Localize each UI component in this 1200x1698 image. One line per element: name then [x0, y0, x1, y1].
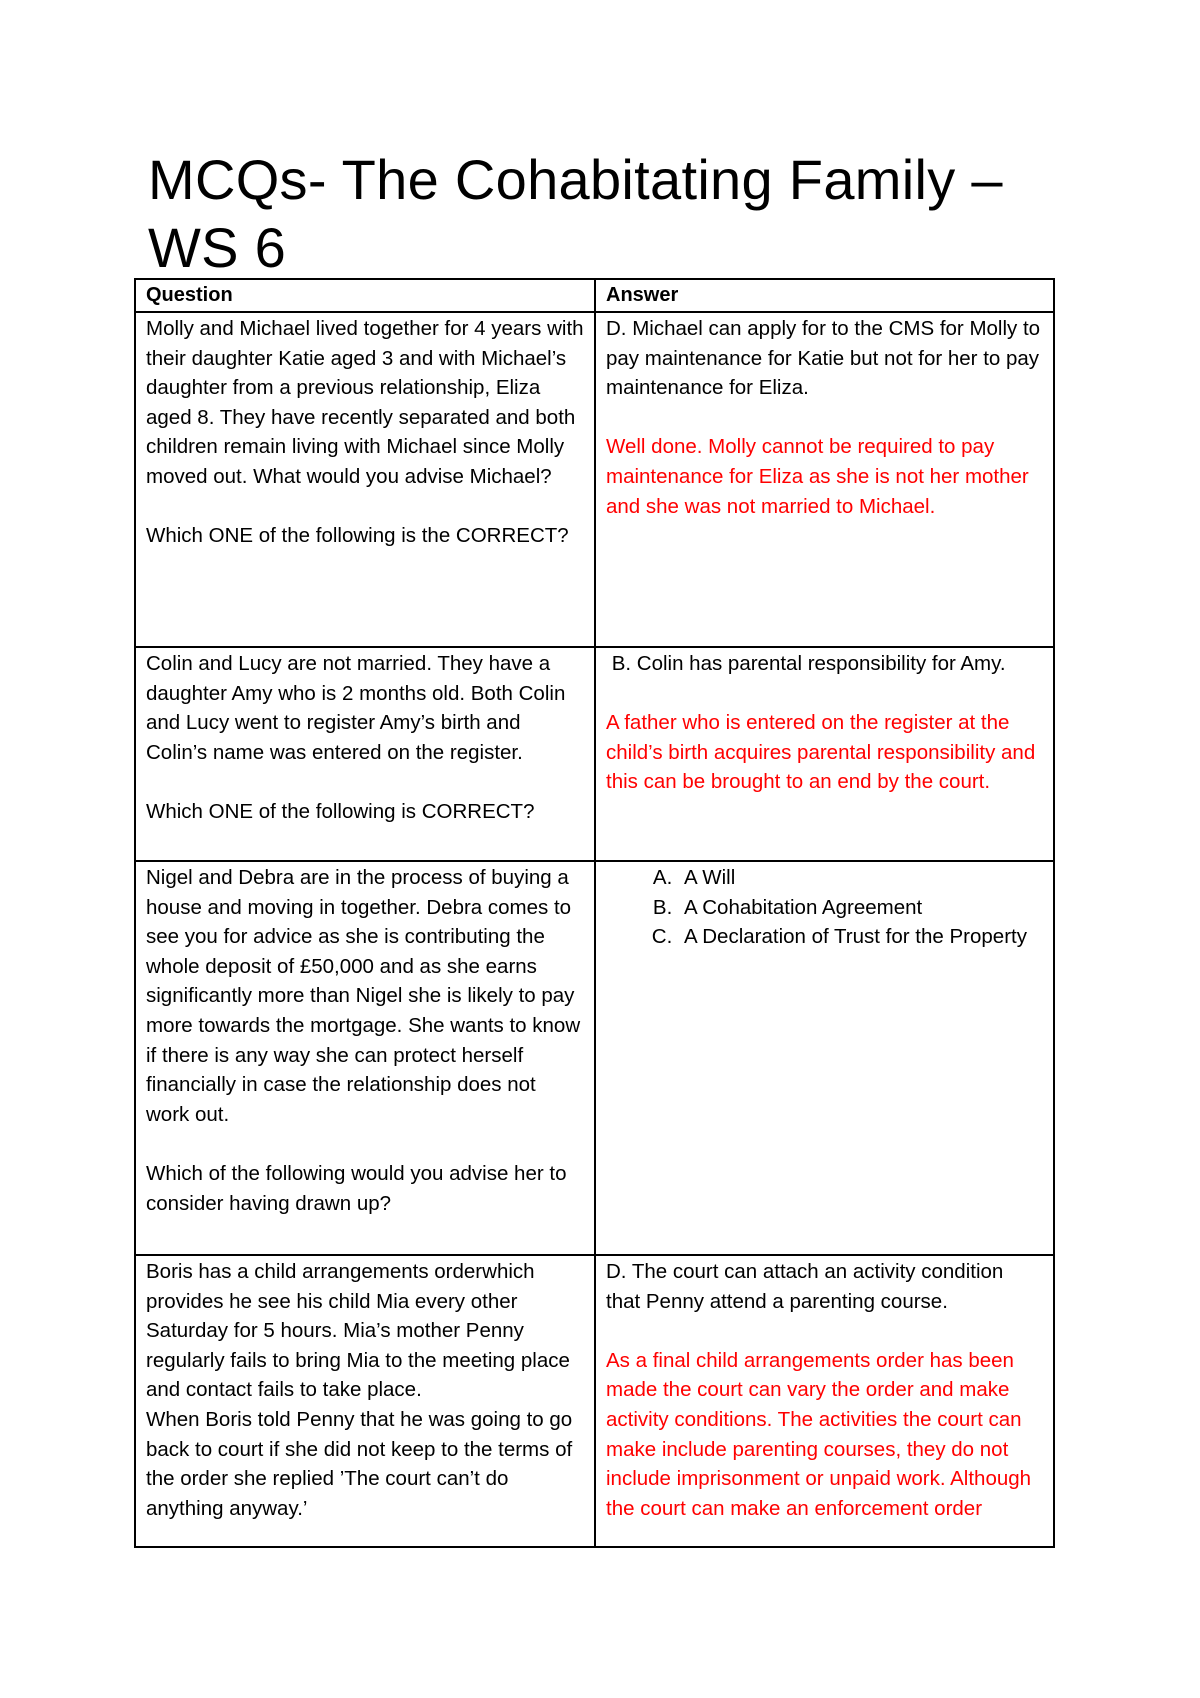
table-row [135, 1255, 1054, 1547]
question-header: Question [135, 279, 595, 312]
question-text: Nigel and Debra are in the process of buying a house and moving in together. Debra comes to see you for advice as she is contributing the whole deposit of £50,000 and as she earns significantly more than Nigel she is likely to pay more towards the mortgage. She wants to know if there is any way she can protect herself financially in case the relationship does not work out. [146, 866, 581, 1126]
question-prompt: Which ONE of the following is the CORRECT? [146, 524, 569, 548]
answer-text: B. Colin has parental responsibility for Amy. [606, 652, 1006, 675]
question-text: Molly and Michael lived together for 4 years with their daughter Katie aged 3 and with Michael’s daughter from a previous relationship, Eliza aged 8. They have recently separated and both children remain living with Michael since Molly moved out. What would you advise Michael? [146, 317, 584, 488]
question-cell [135, 861, 595, 1255]
mcq-table [134, 278, 1055, 1548]
question-cell [135, 312, 595, 647]
answer-cell [595, 312, 1054, 647]
question-text-continued: When Boris told Penny that he was going to go back to court if she did not keep to the terms of the order she replied ’The court can’t do anything anyway.’ [146, 1407, 573, 1520]
table-header-row [135, 279, 1054, 312]
answer-text: D. Michael can apply for to the CMS for Molly to pay maintenance for Katie but not for her to pay maintenance for Eliza. [606, 317, 1041, 400]
answer-option: A. A Will [678, 863, 1043, 893]
answer-cell [595, 647, 1054, 861]
question-cell [135, 647, 595, 861]
table-row [135, 861, 1054, 1255]
answer-feedback: As a final child arrangements order has been made the court can vary the order and make activity conditions. The activities the court can make include parenting courses, they do not include imprisonment or unpaid work. Although the court can make an enforcement order [606, 1348, 1032, 1520]
question-text: Boris has a child arrangements orderwhich provides he see his child Mia every other Saturday for 5 hours. Mia’s mother Penny regularly fails to bring Mia to the meeting place and contact fails to take place. [146, 1260, 570, 1402]
answer-cell [595, 1255, 1054, 1547]
table-row [135, 647, 1054, 861]
question-cell [135, 1255, 595, 1547]
answer-header: Answer [595, 279, 1054, 312]
answer-cell [595, 861, 1054, 1255]
answer-option: C. A Declaration of Trust for the Property [678, 922, 1043, 952]
question-text: Colin and Lucy are not married. They have a daughter Amy who is 2 months old. Both Colin and Lucy went to register Amy’s birth and Colin’s name was entered on the register. [146, 652, 566, 764]
answer-option: B. A Cohabitation Agreement [678, 893, 1043, 923]
answer-feedback: Well done. Molly cannot be required to pay maintenance for Eliza as she is not her mother and she was not married to Michael. [606, 435, 1029, 518]
table-row [135, 312, 1054, 647]
page-title: MCQs- The Cohabitating Family – WS 6 [148, 148, 1003, 279]
answer-options-list [606, 863, 1043, 952]
question-prompt: Which ONE of the following is CORRECT? [146, 799, 535, 823]
answer-feedback: A father who is entered on the register at the child’s birth acquires parental responsibility and this can be brought to an end by the court. [606, 711, 1036, 794]
answer-text: D. The court can attach an activity condition that Penny attend a parenting course. [606, 1260, 1004, 1313]
question-prompt: Which of the following would you advise her to consider having drawn up? [146, 1161, 567, 1215]
